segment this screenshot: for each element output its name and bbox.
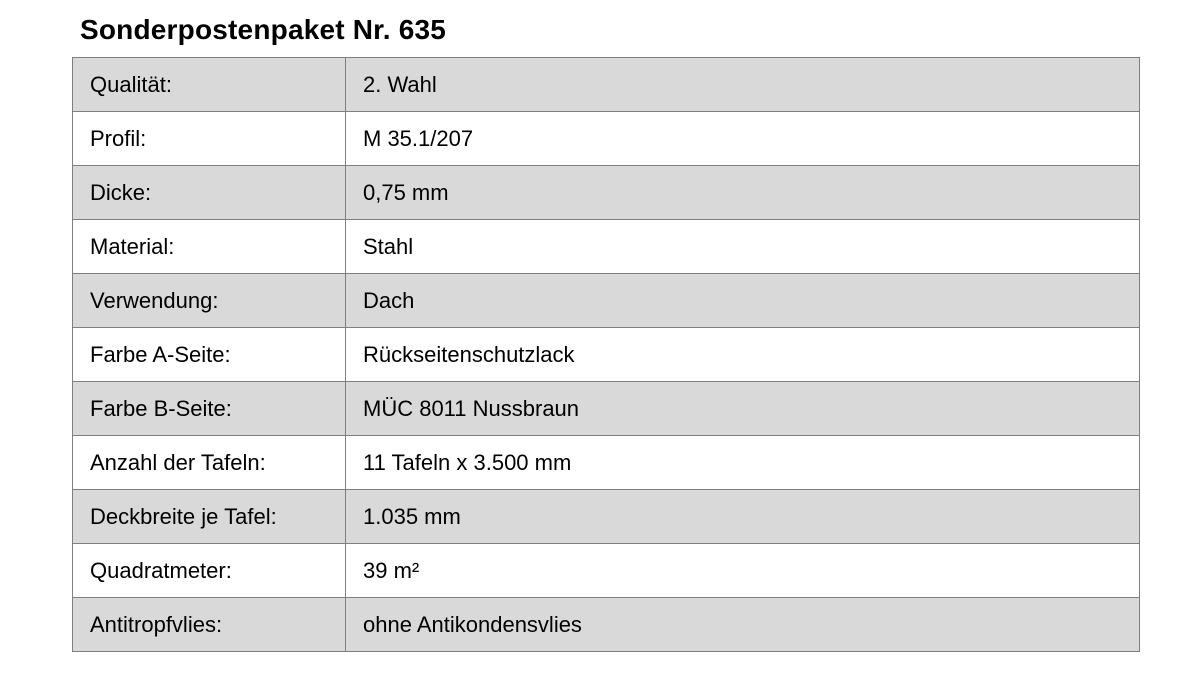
row-label: Deckbreite je Tafel:	[73, 490, 346, 544]
table-row	[73, 598, 1140, 652]
table-row	[73, 112, 1140, 166]
row-value: Dach	[346, 274, 1140, 328]
page-title: Sonderpostenpaket Nr. 635	[80, 14, 447, 45]
row-label: Quadratmeter:	[73, 544, 346, 598]
row-value: 11 Tafeln x 3.500 mm	[346, 436, 1140, 490]
table-row	[73, 436, 1140, 490]
table-row	[73, 58, 1140, 112]
row-value: M 35.1/207	[346, 112, 1140, 166]
table-row	[73, 328, 1140, 382]
row-label: Material:	[73, 220, 346, 274]
row-value: 39 m²	[346, 544, 1140, 598]
table-row	[73, 220, 1140, 274]
row-label: Antitropfvlies:	[73, 598, 346, 652]
row-label: Farbe A-Seite:	[73, 328, 346, 382]
row-value: ohne Antikondensvlies	[346, 598, 1140, 652]
spec-table-body	[73, 58, 1140, 652]
row-value: Stahl	[346, 220, 1140, 274]
row-value: 1.035 mm	[346, 490, 1140, 544]
row-label: Qualität:	[73, 58, 346, 112]
row-label: Dicke:	[73, 166, 346, 220]
spec-table	[72, 57, 1140, 652]
row-value: 2. Wahl	[346, 58, 1140, 112]
row-label: Profil:	[73, 112, 346, 166]
table-row	[73, 544, 1140, 598]
table-row	[73, 274, 1140, 328]
row-value: 0,75 mm	[346, 166, 1140, 220]
row-label: Anzahl der Tafeln:	[73, 436, 346, 490]
row-label: Farbe B-Seite:	[73, 382, 346, 436]
row-label: Verwendung:	[73, 274, 346, 328]
row-value: Rückseitenschutzlack	[346, 328, 1140, 382]
row-value: MÜC 8011 Nussbraun	[346, 382, 1140, 436]
table-row	[73, 490, 1140, 544]
table-row	[73, 382, 1140, 436]
table-row	[73, 166, 1140, 220]
